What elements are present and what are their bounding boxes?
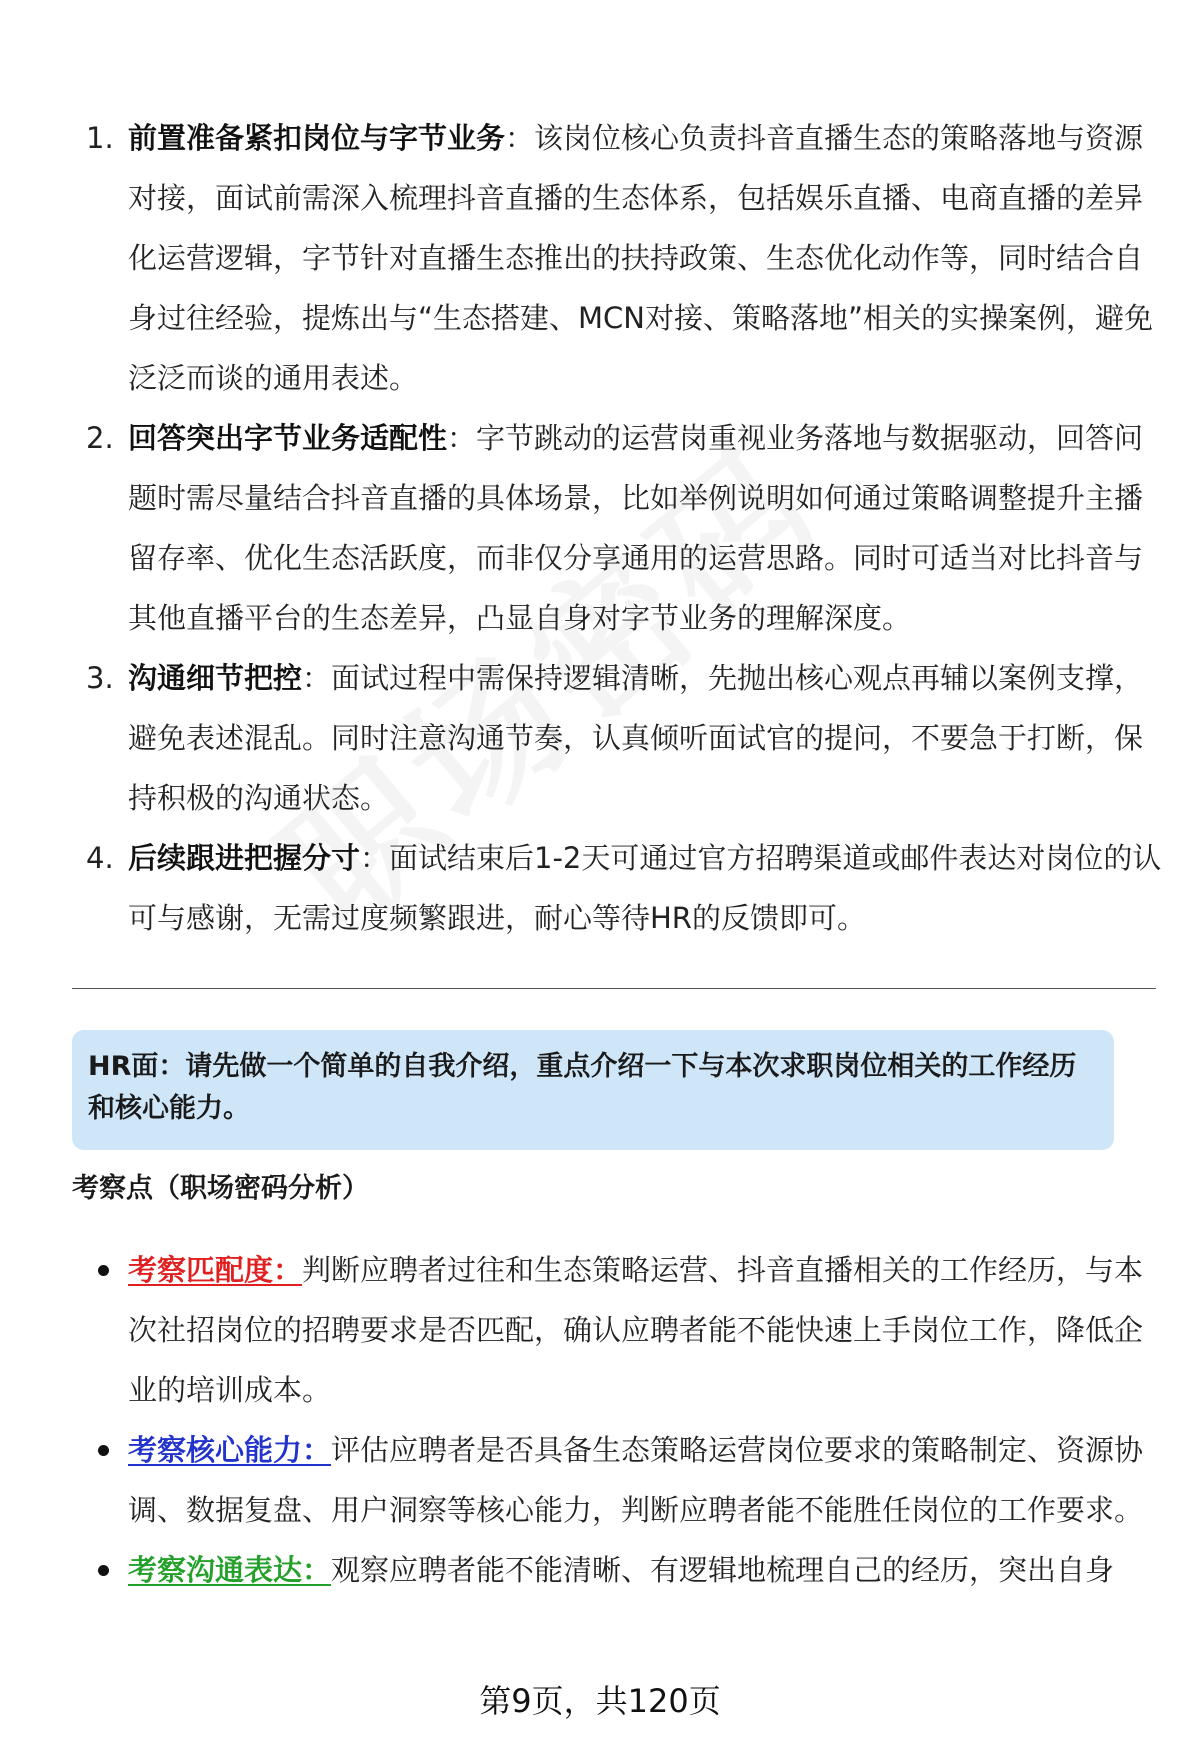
tip-text: ：该岗位核心负责抖音直播生态的策略落地与资源对接，面试前需深入梳理抖音直播的生态体系，包括娱乐直播、电商直播的差异化运营逻辑，字节针对直播生态推出的扶持政策、生态优化动作等，同时结合自身过往经验，提炼出与“生态搭建、MCN对接、策略落地”相关的实操案例，避免泛泛而谈的通用表述。 <box>128 121 1154 395</box>
list-item <box>72 1420 1162 1540</box>
list-item <box>72 828 1162 948</box>
assessment-points-list <box>72 1240 1162 1600</box>
bullet-icon <box>98 1565 109 1576</box>
tip-heading: 回答突出字节业务适配性 <box>128 421 448 455</box>
list-number: 4. <box>86 841 114 875</box>
tip-text: ：面试结束后1-2天可通过官方招聘渠道或邮件表达对岗位的认可与感谢，无需过度频繁跟进，耐心等待HR的反馈即可。 <box>128 841 1162 935</box>
tip-text: ：面试过程中需保持逻辑清晰，先抛出核心观点再辅以案例支撑，避免表述混乱。同时注意沟通节奏，认真倾听面试官的提问，不要急于打断，保持积极的沟通状态。 <box>128 661 1144 815</box>
section-title: 考察点（职场密码分析） <box>72 1173 369 1204</box>
list-item <box>72 1540 1162 1600</box>
question-box <box>72 1030 1114 1150</box>
tip-heading: 沟通细节把控 <box>128 661 303 695</box>
point-key: 考察核心能力： <box>128 1433 332 1467</box>
tip-heading: 前置准备紧扣岗位与字节业务 <box>128 121 506 155</box>
bullet-icon <box>98 1445 109 1456</box>
list-number: 2. <box>86 421 114 455</box>
list-item <box>72 408 1162 648</box>
page-number: 第9页，共120页 <box>479 1682 721 1720</box>
point-key: 考察沟通表达： <box>128 1553 332 1587</box>
question-text: HR面：请先做一个简单的自我介绍，重点介绍一下与本次求职岗位相关的工作经历和核心能力。 <box>88 1051 1077 1124</box>
point-text: 判断应聘者过往和生态策略运营、抖音直播相关的工作经历，与本次社招岗位的招聘要求是否匹配，确认应聘者能不能快速上手岗位工作，降低企业的培训成本。 <box>128 1253 1144 1407</box>
list-number: 1. <box>86 121 114 155</box>
point-text: 评估应聘者是否具备生态策略运营岗位要求的策略制定、资源协调、数据复盘、用户洞察等核心能力，判断应聘者能不能胜任岗位的工作要求。 <box>128 1433 1144 1527</box>
bullet-icon <box>98 1265 109 1276</box>
point-text: 观察应聘者能不能清晰、有逻辑地梳理自己的经历，突出自身 <box>331 1553 1115 1587</box>
list-item <box>72 108 1162 408</box>
tip-heading: 后续跟进把握分寸 <box>128 841 361 875</box>
point-key: 考察匹配度： <box>128 1253 303 1287</box>
tips-list <box>72 108 1162 948</box>
tip-text: ：字节跳动的运营岗重视业务落地与数据驱动，回答问题时需尽量结合抖音直播的具体场景，比如举例说明如何通过策略调整提升主播留存率、优化生态活跃度，而非仅分享通用的运营思路。同时可适当对比抖音与其他直播平台的生态差异，凸显自身对字节业务的理解深度。 <box>128 421 1144 635</box>
list-number: 3. <box>86 661 114 695</box>
list-item <box>72 648 1162 828</box>
list-item <box>72 1240 1162 1420</box>
divider <box>72 988 1156 989</box>
